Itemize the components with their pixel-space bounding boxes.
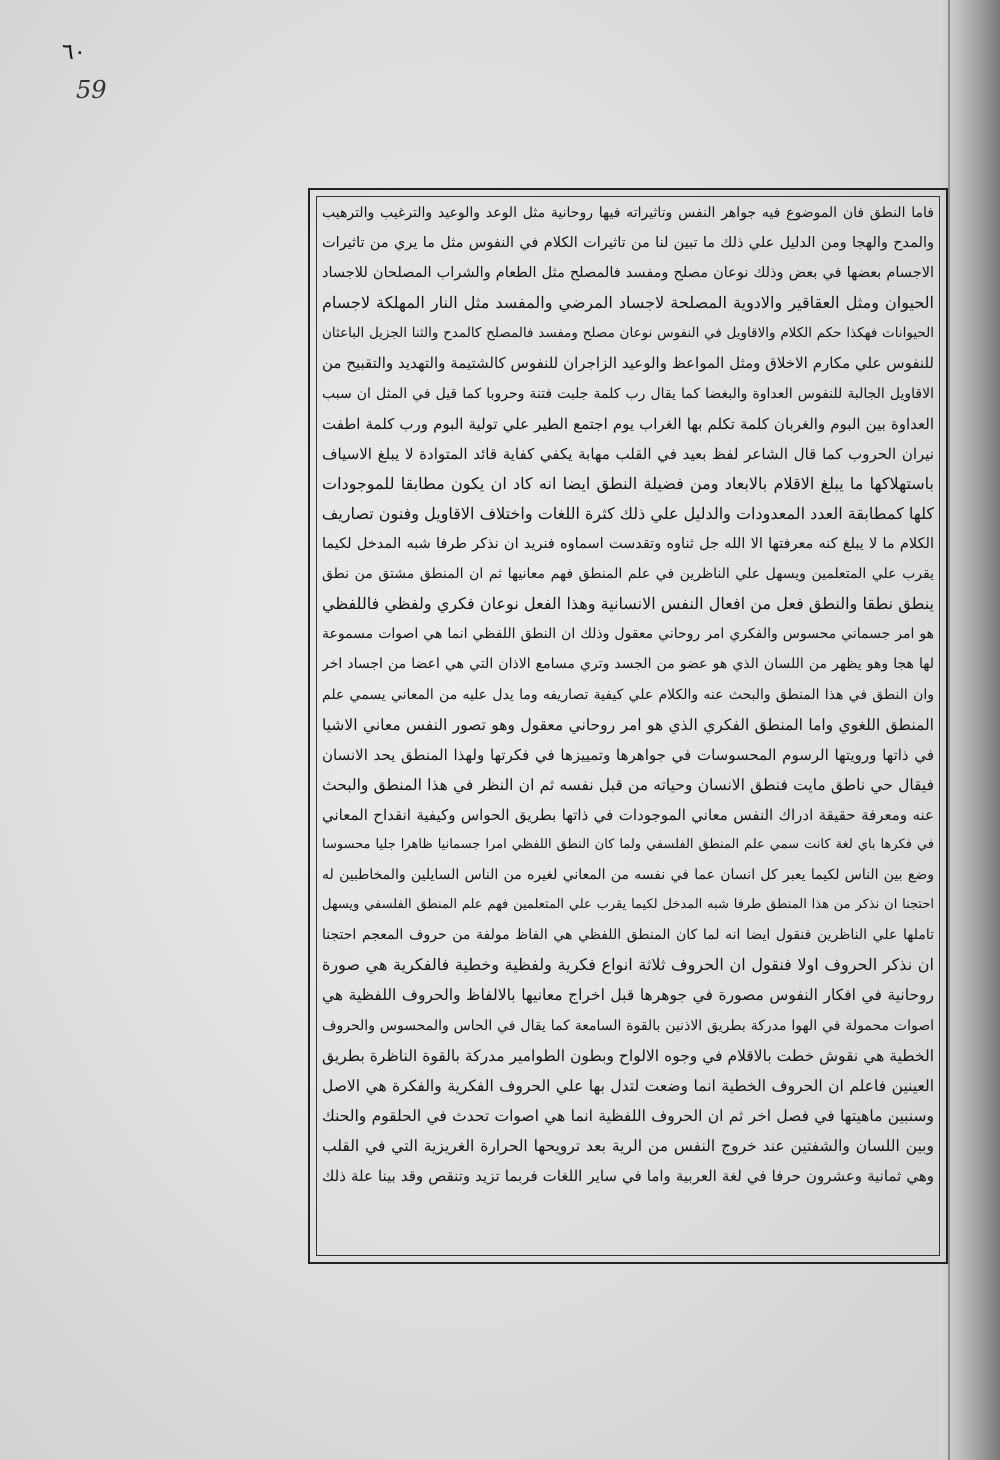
manuscript-line: احتجنا ان نذكر من هذا المنطق طرفا شبه المدخل لكيما يقرب علي المتعلمين فهم علم المنطق الفلسفي ويسهل [322, 897, 934, 913]
page-edge-line [948, 0, 950, 1460]
manuscript-line: الاقاويل الجالبة للنفوس العداوة والبغضا كما يقال رب كلمة جلبت فتنة وحروبا كما قيل في المثل ان سبب [322, 385, 934, 402]
manuscript-line: لها هجا وهو يظهر من اللسان الذي هو عضو من الجسد وتري مسامع الاذان التي هي اعضا من اجساد اخر [322, 656, 934, 673]
manuscript-line: يقرب علي المتعلمين ويسهل علي الناظرين في علم المنطق فهم معانيها ثم ان المنطق مشتق من نطق [322, 566, 934, 583]
manuscript-line: في ذاتها ورويتها الرسوم المحسوسات في جواهرها وتمييزها في فكرتها ولهذا المنطق يحد الانسان [322, 745, 934, 764]
manuscript-line: في فكرها باي لغة كانت سمي علم المنطق الفلسفي ولما كان النطق اللفظي امرا جسمانيا ظاهرا جليا محسوسا [322, 836, 934, 852]
manuscript-line: وهي ثمانية وعشرون حرفا في لغة العربية واما في ساير اللغات فربما تزيد وتنقص وقد بينا علة ذلك [322, 1167, 934, 1185]
manuscript-line: كلها كمطابقة العدد المعدودات والدليل علي ذلك كثرة اللغات واختلاف الاقاويل وفنون تصاريف [322, 503, 934, 523]
manuscript-line: باستهلاكها ما يبلغ الاقلام بالابعاد ومن فضيلة النطق ايضا انه كاد ان يكون مطابقا للموجودات [322, 473, 934, 493]
manuscript-line: عنه ومعرفة حقيقة ادراك النفس معاني الموجودات في ذاتها بطريق الحواس وكيفية انقداح المعاني [322, 805, 934, 824]
folio-number-arabic: ٦٠ [62, 40, 86, 65]
manuscript-line: وسنبين ماهيتها في فصل اخر ثم ان الحروف اللفظية انما هي اصوات تحدث في الحلقوم والحنك [322, 1106, 934, 1125]
manuscript-line: العداوة بين البوم والغربان كلمة تكلم بها الغراب يوم اجتمع الطير علي تولية البوم ورب كلمة اطفت [322, 414, 934, 433]
manuscript-line: ينطق نطقا والنطق فعل من افعال النفس الانسانية وهذا الفعل نوعان فكري ولفظي فاللفظي [322, 594, 934, 614]
manuscript-line: الحيوان ومثل العقاقير والادوية المصلحة لاجساد المرضي والمفسد مثل النار المهلكة لاجسام [322, 293, 934, 313]
manuscript-line: وضع بين الناس لكيما يعبر كل انسان عما في نفسه من المعاني لغيره من الناس السايلين والمخاطبين له [322, 867, 934, 884]
manuscript-line: اصوات محمولة في الهوا مدركة بطريق الاذنين بالقوة السامعة كما يقال في الحاس والمحسوس والحروف [322, 1017, 934, 1034]
manuscript-line: وان النطق في هذا المنطق والبحث عنه والكلام علي كيفية تصاريفه وما يدل عليه من المعاني يسمي علم [322, 686, 934, 703]
manuscript-line: وبين اللسان والشفتين عند خروج النفس من الرية بعد ترويحها الحرارة الغريزية التي في القلب [322, 1136, 934, 1155]
manuscript-line: المنطق اللغوي واما المنطق الفكري الذي هو امر روحاني معقول وهو تصور النفس معاني الاشيا [322, 715, 934, 734]
manuscript-line: الحيوانات فهكذا حكم الكلام والاقاويل في النفوس نوعان مصلح ومفسد فالمصلح كالمدح والثنا الجزيل الباعثان [322, 325, 934, 342]
manuscript-line: والمدح والهجا ومن الدليل علي ذلك ما تبين لنا من تاثيرات الكلام في النفوس مثل ما يري من تاثيرات [322, 235, 934, 252]
manuscript-text-block [322, 198, 934, 1252]
manuscript-line: ان نذكر الحروف اولا فنقول ان الحروف ثلاثة انواع فكرية ولفظية وخطية فالفكرية هي صورة [322, 955, 934, 975]
folio-number-latin: 59 [76, 76, 107, 104]
manuscript-line: العينين فاعلم ان الحروف الخطية انما وضعت لتدل بها علي الحروف الفكرية والفكرة هي الاصل [322, 1076, 934, 1095]
manuscript-line: تاملها علي الناظرين فنقول ايضا انه لما كان المنطق اللفظي هي الفاظ مولفة من حروف المعجم احتجنا [322, 927, 934, 944]
manuscript-line: الاجسام بعضها في بعض وذلك نوعان مصلح ومفسد فالمصلح مثل الطعام والشراب المصلحان للاجساد [322, 265, 934, 282]
manuscript-line: نيران الحروب كما قال الشاعر لفظ بعيد في القلب مهابة يكفي كفاية قائد المتوادة لا يبلغ الاسياف [322, 444, 934, 463]
manuscript-line: الكلام ما لا يبلغ كنه معرفتها الا الله جل ثناوه وتقدست اسماوه فنريد ان نذكر طرفا شبه المدخل لكيما [322, 536, 934, 553]
manuscript-line: روحانية في افكار النفوس مصورة في جوهرها قبل اخراج معانيها بالالفاظ والحروف اللفظية هي [322, 986, 934, 1005]
manuscript-line: هو امر جسماني محسوس والفكري امر روحاني معقول وذلك ان النطق اللفظي انما هي اصوات مسموعة [322, 626, 934, 643]
manuscript-line: فيقال حي ناطق مايت فنطق الانسان وحياته من قبل نفسه ثم ان النظر في هذا المنطق والبحث [322, 775, 934, 794]
manuscript-line: للنفوس علي مكارم الاخلاق ومثل المواعظ والوعيد الزاجران للنفوس كالشتيمة والتهديد والتقبيح من [322, 354, 934, 373]
manuscript-line: الخطية هي نقوش خطت بالاقلام في وجوه الالواح وبطون الطوامير مدركة بالقوة الناظرة بطريق [322, 1046, 934, 1065]
manuscript-line: فاما النطق فان الموضوع فيه جواهر النفس وتاثيراته فيها روحانية مثل الوعد والوعيد والترغيب والترهيب [322, 205, 934, 221]
